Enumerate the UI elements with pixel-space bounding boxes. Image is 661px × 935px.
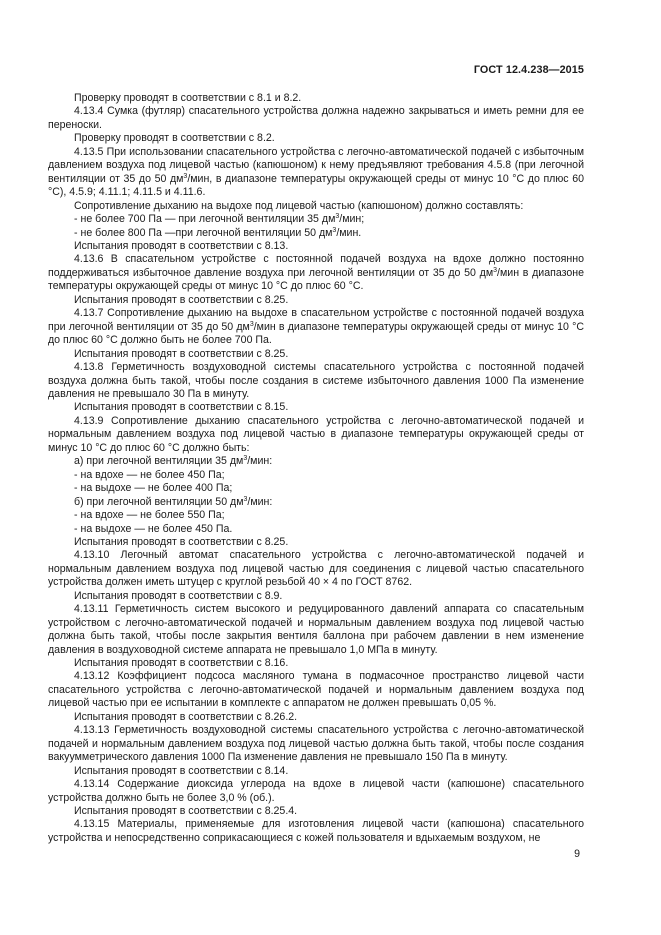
paragraph [48,778,584,805]
paragraph-text: 4.13.9 Сопротивление дыханию спасательного устройства с легочно-автоматической подачей и нормальным давлением воздуха под лицевой частью в диапазоне температуры окружающей среды от минус 10 °С до плюс 60 °С должно быть: [48,414,584,454]
paragraph-text: Испытания проводят в соответствии с 8.15. [74,401,289,414]
paragraph [48,307,584,347]
paragraph-text: - на вдохе — не более 550 Па; [74,509,225,522]
paragraph-text: 4.13.10 Легочный автомат спасательного устройства с легочно-автоматической подачей и нормальным давлением воздуха под лицевой частью для соединения с лицевой частью спасательного устройства должен иметь штуцер с круглой резьбой 40 × 4 по ГОСТ 8762. [48,549,584,589]
paragraph [48,415,584,455]
paragraph [48,536,584,549]
page-number: 9 [574,848,580,860]
paragraph [48,509,584,522]
paragraph-text: /мин в диапазоне температуры окружающей среды от минус 10 °С до плюс 60 °С должно быть не более 700 Па. [48,320,584,347]
paragraph-text: Испытания проводят в соответствии с 8.9. [74,589,283,602]
paragraph-text: 4.13.8 Герметичность воздуховодной системы спасательного устройства с постоянной подачей воздуха должна быть такой, чтобы после создания в системе избыточного давления 1000 Па изменение давления не превышало 30 Па в минуту. [48,361,584,400]
paragraph-text: - на выдохе — не более 450 Па. [74,522,233,535]
paragraph [48,496,584,509]
paragraph [48,213,584,226]
paragraph [48,590,584,603]
superscript: 3 [332,226,337,234]
paragraph [48,818,584,845]
superscript: 3 [249,320,254,328]
document-body [48,92,584,845]
paragraph-text: /мин в диапазоне температуры окружающей среды от минус 10 °С до плюс 60 °С. [48,266,584,293]
paragraph-text: 4.13.14 Содержание диоксида углерода на вдохе в лицевой части (капюшоне) спасательного устройства должно быть не более 3,0 % (об.). [48,778,584,804]
document-code-header: ГОСТ 12.4.238—2015 [473,64,584,76]
paragraph-text: /мин, в диапазоне температуры окружающей среды от минус 10 °С до плюс 60 °С), 4.5.9; 4.11.1; 4.11.5 и 4.11.6. [48,172,584,199]
paragraph-text: 4.13.6 В спасательном устройстве с постоянной подачей воздуха на вдохе должно постоянно поддерживаться избыточное давление воздуха при легочной вентиляции от 35 до 50 дм [48,253,584,279]
paragraph [48,132,584,145]
paragraph-text: 4.13.15 Материалы, применяемые для изготовления лицевой части (капюшона) спасательного устройства и непосредственно соприкасающиеся с кожей пользователя и вдыхаемым воздухом, не [48,818,584,844]
paragraph [48,724,584,764]
paragraph-text: 4.13.11 Герметичность систем высокого и редуцированного давлений аппарата со спасательным устройством с легочно-автоматической подачей и нормальным давлением воздуха под лицевой частью должна быть такой, чтобы после закрытия вентиля баллона при рабочем давлении в нем изменение давления в воздуховодной системе аппарата не превышало 1,0 МПа в минуту. [48,603,584,656]
paragraph [48,401,584,414]
paragraph-text: Испытания проводят в соответствии с 8.25. [74,535,289,548]
paragraph-text: Испытания проводят в соответствии с 8.13. [74,239,289,252]
paragraph-text: Испытания проводят в соответствии с 8.25. [74,347,289,360]
paragraph [48,711,584,724]
paragraph [48,253,584,293]
paragraph-text: Испытания проводят в соответствии с 8.25. [74,293,289,306]
paragraph [48,482,584,495]
paragraph-text: Проверку проводят в соответствии с 8.2. [74,132,275,145]
paragraph-text: Испытания проводят в соответствии с 8.16. [74,657,289,670]
paragraph [48,227,584,240]
paragraph [48,105,584,132]
paragraph-text: 4.13.5 При использовании спасательного устройства с легочно-автоматической подачей с избыточным давлением воздуха под лицевой частью (капюшоном) к нему предъявляют требования 4.5.8 (при легочной вентиляции от 35 до 50 дм [48,145,584,185]
paragraph [48,549,584,589]
paragraph-text: - на вдохе — не более 450 Па; [74,468,225,481]
paragraph-text: 4.13.7 Сопротивление дыханию на выдохе в спасательном устройстве с постоянной подачей воздуха при легочной вентиляции от 35 до 50 дм [48,307,584,333]
paragraph-text: 4.13.4 Сумка (футляр) спасательного устройства должна надежно закрываться и иметь ремни для ее переноски. [48,105,584,131]
paragraph [48,294,584,307]
paragraph [48,603,584,657]
paragraph-text: а) при легочной вентиляции 35 дм [74,455,244,468]
paragraph-text: /мин: [247,455,273,468]
paragraph-text: Проверку проводят в соответствии с 8.1 и 8.2. [74,92,302,104]
paragraph [48,523,584,536]
paragraph-text: Испытания проводят в соответствии с 8.26.2. [74,710,298,723]
paragraph [48,657,584,670]
paragraph [48,765,584,778]
paragraph [48,455,584,468]
paragraph [48,670,584,710]
paragraph-text: Испытания проводят в соответствии с 8.14. [74,764,289,777]
paragraph [48,200,584,213]
paragraph-text: /мин; [339,213,365,226]
paragraph-text: б) при легочной вентиляции 50 дм [74,495,244,508]
paragraph-text: - не более 800 Па —при легочной вентиляции 50 дм [74,226,333,239]
superscript: 3 [243,495,248,503]
paragraph-text: Испытания проводят в соответствии с 8.25.4. [74,805,298,818]
superscript: 3 [243,455,248,463]
paragraph [48,92,584,105]
paragraph [48,348,584,361]
superscript: 3 [183,172,188,180]
paragraph-text: 4.13.13 Герметичность воздуховодной системы спасательного устройства с легочно-автоматической подачей и нормальным давлением воздуха под лицевой частью должна быть такой, чтобы после создания вакуумметрического давления 1000 Па изменение давления не превышало 150 Па в минуту. [48,724,584,764]
paragraph-text: /мин: [247,495,273,508]
superscript: 3 [493,266,498,274]
paragraph-text: /мин. [336,226,362,239]
paragraph-text: - не более 700 Па — при легочной вентиляции 35 дм [74,213,336,226]
paragraph [48,805,584,818]
paragraph-text: Сопротивление дыханию на выдохе под лицевой частью (капюшоном) должно составлять: [74,199,524,212]
superscript: 3 [335,213,340,221]
paragraph [48,146,584,200]
paragraph [48,469,584,482]
paragraph [48,240,584,253]
paragraph-text: - на выдохе — не более 400 Па; [74,482,233,495]
paragraph-text: 4.13.12 Коэффициент подсоса масляного тумана в подмасочное пространство лицевой части спасательного устройства с легочно-автоматической подачей и нормальным давлением воздуха под лицевой частью при ее испытании в комплекте с аппаратом не должен превышать 0,05 %. [48,670,584,710]
paragraph [48,361,584,401]
